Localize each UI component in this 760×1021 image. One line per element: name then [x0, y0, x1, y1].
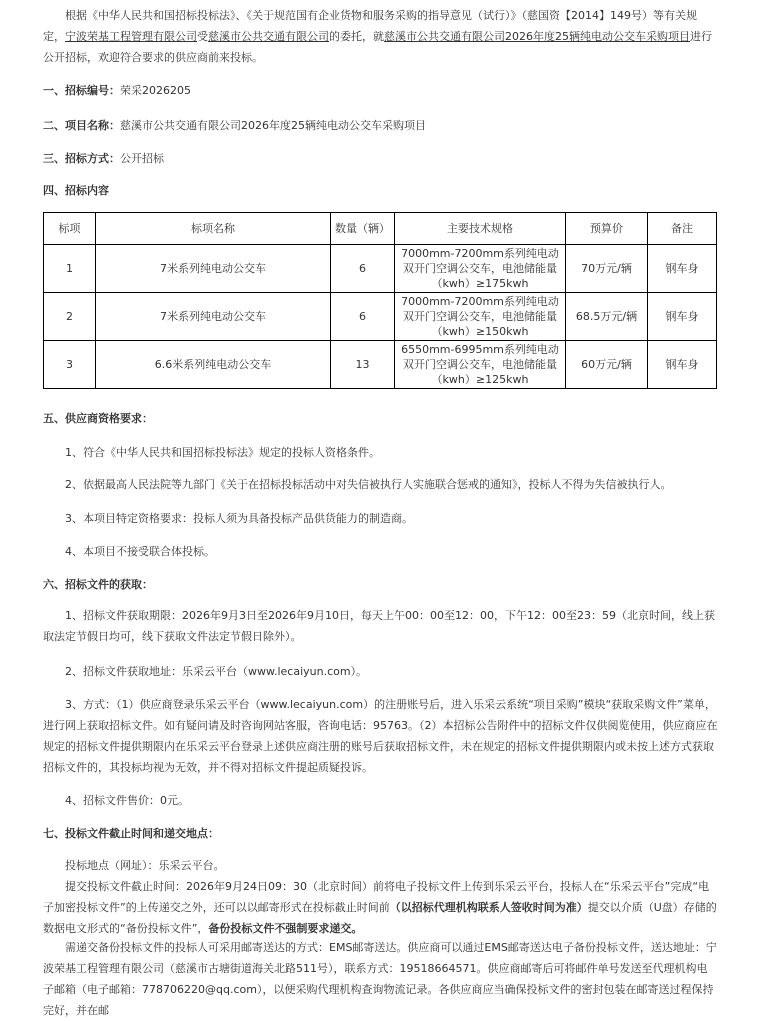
tender-number-line: [43, 82, 191, 98]
tender-method-value: 公开招标: [120, 152, 164, 165]
tender-number-value: 荣采2026205: [120, 84, 191, 97]
qualification-item: 4、本项目不接受联合体投标。: [65, 545, 215, 558]
lots-table: [43, 212, 717, 389]
header-name: 标项名称: [96, 213, 331, 245]
acquisition-method: 3、方式：（1）供应商登录乐采云平台（www.lecaiyun.com）的注册账号后，进入乐采云系统“项目采购”模块“获取采购文件”菜单，进行网上获取招标文件。如有疑问请及时咨询网站客服，咨询电话：95763。（2）本招标公告附件中的招标文件仅供阅览使用，供应商应在规定的招标文件提供期限内在乐采云平台登录上述供应商注册的账号后获取招标文件，未在规定的招标文件提供期限内或未按上述方式获取招标文件的，其投标均视为无效，并不得对招标文件提起质疑投诉。: [43, 698, 718, 774]
cell-lot: 1: [44, 245, 96, 293]
cell-spec: 7000mm-7200mm系列纯电动双开门空调公交车，电池储能量（kwh）≥150kwh: [395, 293, 566, 341]
document-acquisition-heading: 六、招标文件的获取：: [43, 578, 153, 591]
deadline-text-2: （以招标代理机构联系人签收时间为准）: [389, 901, 588, 914]
project-name-value: 慈溪市公共交通有限公司2026年度25辆纯电动公交车采购项目: [120, 119, 426, 132]
table-header-row: [44, 213, 717, 245]
cell-remark: 钢车身: [648, 341, 717, 389]
project-name-link: 慈溪市公共交通有限公司2026年度25辆纯电动公交车采购项目: [384, 30, 690, 43]
cell-remark: 钢车身: [648, 245, 717, 293]
header-remark: 备注: [648, 213, 717, 245]
deadline-text-4: 备份投标文件不强制要求递交。: [208, 922, 363, 935]
cell-name: 6.6米系列纯电动公交车: [96, 341, 331, 389]
table-row: [44, 293, 717, 341]
cell-qty: 13: [331, 341, 395, 389]
project-name-line: [43, 117, 426, 133]
header-qty: 数量（辆）: [331, 213, 395, 245]
client-name: 慈溪市公共交通有限公司: [208, 30, 329, 43]
tender-number-label: 一、招标编号：: [43, 84, 120, 97]
cell-budget: 68.5万元/辆: [566, 293, 648, 341]
agent-name: 宁波荣基工程管理有限公司: [65, 30, 197, 43]
header-lot: 标项: [44, 213, 96, 245]
cell-lot: 3: [44, 341, 96, 389]
tender-content-heading: 四、招标内容: [43, 184, 109, 197]
cell-spec: 7000mm-7200mm系列纯电动双开门空调公交车，电池储能量（kwh）≥175kwh: [395, 245, 566, 293]
tender-method-label: 三、招标方式：: [43, 152, 120, 165]
acquisition-address: 2、招标文件获取地址：乐采云平台（www.lecaiyun.com）。: [65, 665, 368, 678]
deadline-text-3: 提交以介质（U盘）存储的数据电文形式的“备份投标文件”，: [43, 901, 717, 935]
acquisition-period: 1、招标文件获取期限：2026年9月3日至2026年9月10日，每天上午00：00至12：00，下午12：00至23：59（北京时间，线上获取法定节假日均可，线下获取文件法定节假日除外）。: [43, 609, 715, 643]
bid-location: 投标地点（网址）：乐采云平台。: [65, 859, 225, 872]
cell-lot: 2: [44, 293, 96, 341]
qualification-heading: 五、供应商资格要求：: [43, 412, 153, 425]
cell-remark: 钢车身: [648, 293, 717, 341]
deadline-text-1: 提交投标文件截止时间：2026年9月24日09：30（北京时间）前将电子投标文件上传到乐采云平台，投标人在“乐采云平台”完成“电子加密投标文件”的上传递交之外，还可以以邮寄形式在投标截止时间前: [43, 880, 710, 914]
mail-delivery-paragraph: 需递交备份投标文件的投标人可采用邮寄送达的方式：EMS邮寄送达。供应商可以通过EMS邮寄送达电子备份投标文件，送达地址：宁波荣基工程管理有限公司（慈溪市古塘街道海关北路511号），联系方式：19518664571。供应商邮寄后可将邮件单号发送至代理机构电子邮箱（电子邮箱：778706220@qq.com），以便采购代理机构查询物流记录。各供应商应当确保投标文件的密封包装在邮寄送过程保持完好，并在邮: [43, 941, 717, 1017]
cell-budget: 60万元/辆: [566, 341, 648, 389]
cell-qty: 6: [331, 293, 395, 341]
header-spec: 主要技术规格: [395, 213, 566, 245]
table-row: [44, 245, 717, 293]
cell-name: 7米系列纯电动公交车: [96, 245, 331, 293]
header-budget: 预算价: [566, 213, 648, 245]
project-name-label: 二、项目名称：: [43, 119, 120, 132]
qualification-item: 1、符合《中华人民共和国招标投标法》规定的投标人资格条件。: [65, 446, 380, 459]
document-price: 4、招标文件售价：0元。: [65, 794, 189, 807]
cell-qty: 6: [331, 245, 395, 293]
table-row: [44, 341, 717, 389]
intro-text-3: 的委托，就: [329, 30, 384, 43]
qualification-item: 2、依据最高人民法院等九部门《关于在招标投标活动中对失信被执行人实施联合惩戒的通知》，投标人不得为失信被执行人。: [65, 478, 672, 491]
deadline-paragraph: [43, 876, 718, 939]
cell-name: 7米系列纯电动公交车: [96, 293, 331, 341]
intro-text-1: 根据《中华人民共和国招标投标法》、《关于规范国有企业货物和服务采购的指导意见（试行）》（慈国资【2014】149号）等有关规定，: [43, 9, 697, 43]
cell-spec: 6550mm-6995mm系列纯电动双开门空调公交车，电池储能量（kwh）≥125kwh: [395, 341, 566, 389]
tender-method-line: [43, 150, 164, 166]
intro-text-4: 进行公开招标，欢迎符合要求的供应商前来投标。: [43, 30, 712, 64]
intro-paragraph: [43, 5, 718, 68]
intro-text-2: 受: [197, 30, 208, 43]
cell-budget: 70万元/辆: [566, 245, 648, 293]
deadline-heading: 七、投标文件截止时间和递交地点：: [43, 827, 219, 840]
qualification-item: 3、本项目特定资格要求：投标人须为具备投标产品供货能力的制造商。: [65, 512, 413, 525]
